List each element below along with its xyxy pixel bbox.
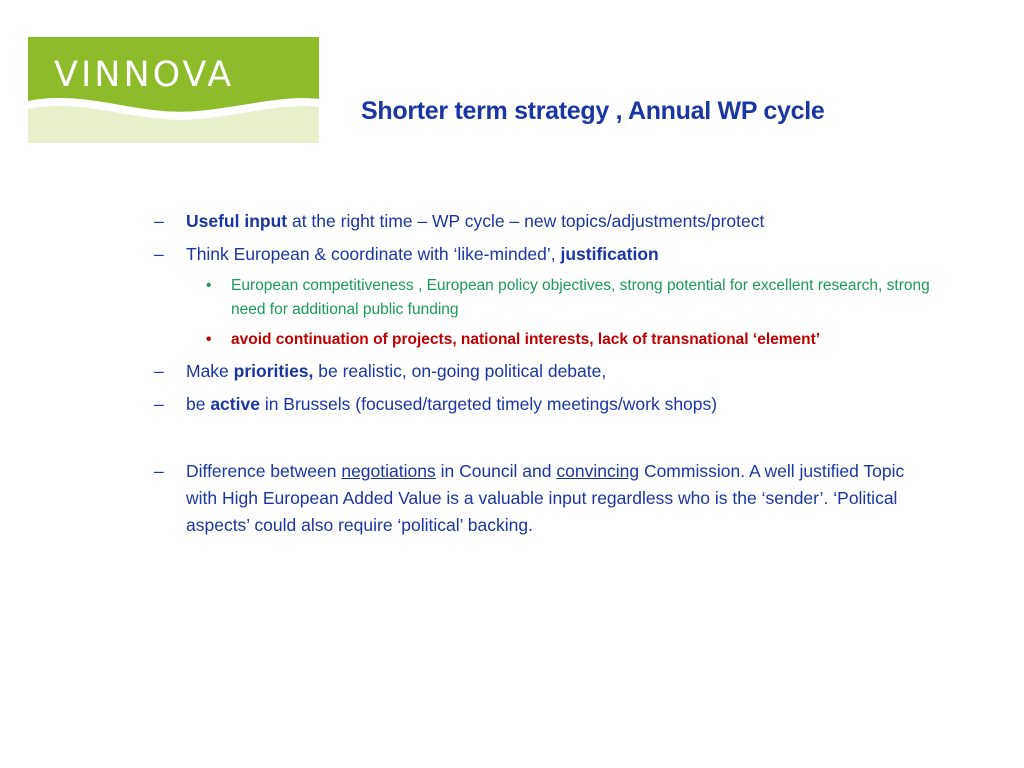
bullet-active (150, 391, 940, 418)
logo-wordmark: VINNOVA (54, 55, 235, 95)
bullet-difference (150, 458, 940, 539)
slide-title: Shorter term strategy , Annual WP cycle (361, 97, 825, 125)
bullet-text: Commission. A well justified Topic with High European Added Value is a valuable input regardless who is the ‘sender’. ‘Political aspects’ could also require ‘political’ backing. (186, 461, 905, 535)
bullet-think-european (150, 241, 940, 268)
underlined-convincing: convincing (556, 461, 640, 481)
bullet-text: at the right time – WP cycle – new topics/adjustments/protect (287, 211, 765, 231)
sub-bullet-competitiveness (150, 274, 940, 322)
bullet-bold: active (210, 394, 260, 414)
bullet-text: be (186, 394, 211, 414)
bullet-bold: priorities, (233, 361, 314, 381)
dash-marker: – (154, 461, 164, 481)
dot-marker: • (206, 277, 212, 294)
sub-bullet-text: European competitiveness , European policy objectives, strong potential for excellent research, strong need for additional public funding (231, 277, 930, 318)
dash-marker: – (154, 211, 164, 231)
bullet-text: in Brussels (focused/targeted timely meetings/work shops) (259, 394, 718, 414)
underlined-negotiations: negotiations (341, 461, 436, 481)
bullet-priorities (150, 358, 940, 385)
dash-marker: – (154, 394, 164, 414)
bullet-list (150, 208, 940, 539)
bullet-text: Difference between (186, 461, 342, 481)
bullet-text: Make (186, 361, 234, 381)
bullet-bold: Useful input (186, 211, 288, 231)
dash-marker: – (154, 361, 164, 381)
vinnova-logo (28, 37, 319, 143)
bullet-useful-input (150, 208, 940, 235)
bullet-text: in Council and (435, 461, 557, 481)
bullet-bold: justification (560, 244, 659, 264)
dash-marker: – (154, 244, 164, 264)
bullet-text: Think European & coordinate with ‘like-minded’, (186, 244, 561, 264)
sub-bullet-avoid (150, 328, 940, 352)
dot-marker: • (206, 331, 212, 348)
bullet-text: be realistic, on-going political debate, (313, 361, 607, 381)
sub-bullet-text: avoid continuation of projects, national interests, lack of transnational ‘element’ (231, 331, 821, 348)
